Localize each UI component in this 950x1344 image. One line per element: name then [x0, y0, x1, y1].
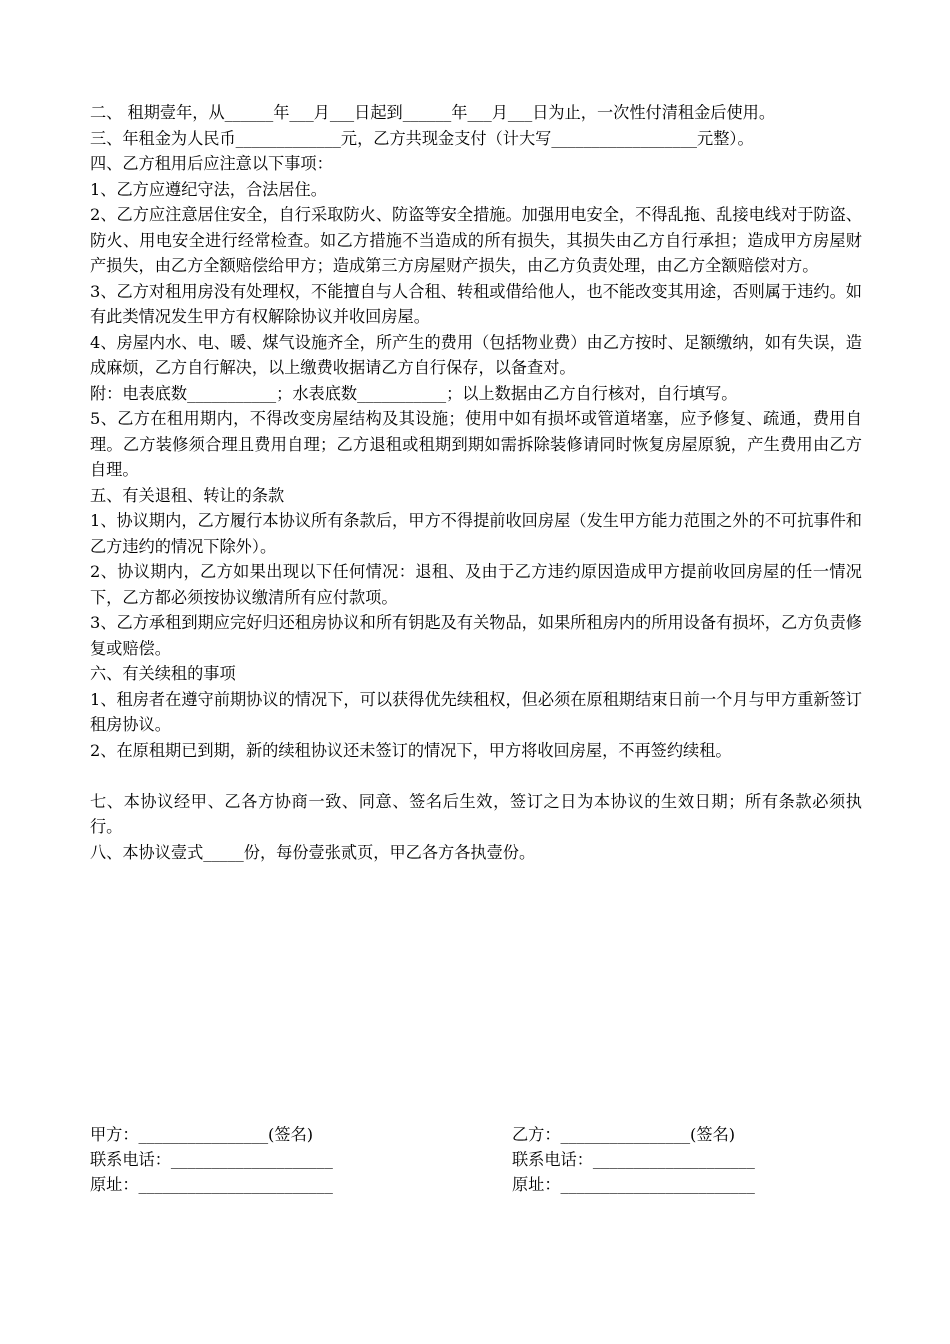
clause-5-heading: 五、有关退租、转让的条款 [90, 485, 285, 505]
clause-3-annual-rent: 三、年租金为人民币_____________元，乙方共现金支付（计大写__________________元整）。 [90, 128, 754, 148]
clause-4-item-2: 2、乙方应注意居住安全，自行采取防火、防盗等安全措施。加强用电安全，不得乱拖、乱接电线对于防盗、防火、用电安全进行经常检查。如乙方措施不当造成的所有损失，其损失由乙方自行承担；造成甲方房屋财产损失，由乙方全额赔偿给甲方；造成第三方房屋财产损失，由乙方负责处理，由乙方全额赔偿对方。 [90, 205, 862, 275]
party-a-phone-line: 联系电话：____________________ [90, 1150, 333, 1169]
contract-body [90, 100, 862, 865]
clause-6-item-1: 1、租房者在遵守前期协议的情况下，可以获得优先续租权，但必须在原租期结束日前一个月与甲方重新签订租房协议。 [90, 689, 862, 734]
clause-5-item-2: 2、协议期内，乙方如果出现以下任何情况：退租、及由于乙方违约原因造成甲方提前收回房屋的任一情况下，乙方都必须按协议缴清所有应付款项。 [90, 562, 862, 607]
clause-4-item-1: 1、乙方应遵纪守法，合法居住。 [90, 179, 327, 199]
clause-7-effectiveness: 七、本协议经甲、乙各方协商一致、同意、签名后生效，签订之日为本协议的生效日期；所有条款必须执行。 [90, 791, 862, 836]
party-a-address-line: 原址：________________________ [90, 1175, 333, 1194]
clause-4-item-4: 4、房屋内水、电、暖、煤气设施齐全，所产生的费用（包括物业费）由乙方按时、足额缴纳，如有失误，造成麻烦，乙方自行解决，以上缴费收据请乙方自行保存，以备查对。 [90, 332, 862, 377]
clause-6-heading: 六、有关续租的事项 [90, 664, 236, 683]
party-a-signature-block [90, 1122, 450, 1197]
clause-5-item-1: 1、协议期内，乙方履行本协议所有条款后，甲方不得提前收回房屋（发生甲方能力范围之外的不可抗事件和乙方违约的情况下除外）。 [90, 511, 862, 556]
clause-6-item-2: 2、在原租期已到期，新的续租协议还未签订的情况下，甲方将收回房屋，不再签约续租。 [90, 740, 732, 760]
clause-2-lease-term: 二、 租期壹年，从______年___月___日起到______年___月___日为止，一次性付清租金后使用。 [90, 103, 776, 122]
party-b-phone-line: 联系电话：____________________ [512, 1150, 755, 1169]
clause-4-item-3: 3、乙方对租用房没有处理权，不能擅自与人合租、转租或借给他人，也不能改变其用途，否则属于违约。如有此类情况发生甲方有权解除协议并收回房屋。 [90, 281, 862, 326]
clause-4-item-5: 5、乙方在租用期内，不得改变房屋结构及其设施；使用中如有损坏或管道堵塞，应予修复、疏通，费用自理。乙方装修须合理且费用自理；乙方退租或租期到期如需拆除装修请同时恢复房屋原貌，产生费用由乙方自理。 [90, 409, 862, 479]
party-b-signature-block [512, 1122, 872, 1197]
meter-readings-note: 附：电表底数___________；水表底数___________；以上数据由乙方自行核对，自行填写。 [90, 383, 738, 403]
party-b-address-line: 原址：________________________ [512, 1175, 755, 1194]
clause-5-item-3: 3、乙方承租到期应完好归还租房协议和所有钥匙及有关物品，如果所租房内的所用设备有损坏，乙方负责修复或赔偿。 [90, 613, 862, 658]
party-a-name-line: 甲方：________________(签名) [90, 1125, 314, 1144]
clause-8-copies: 八、本协议壹式_____份，每份壹张贰页，甲乙各方各执壹份。 [90, 842, 536, 862]
clause-4-heading: 四、乙方租用后应注意以下事项： [90, 154, 333, 173]
party-b-name-line: 乙方：________________(签名) [512, 1125, 736, 1144]
